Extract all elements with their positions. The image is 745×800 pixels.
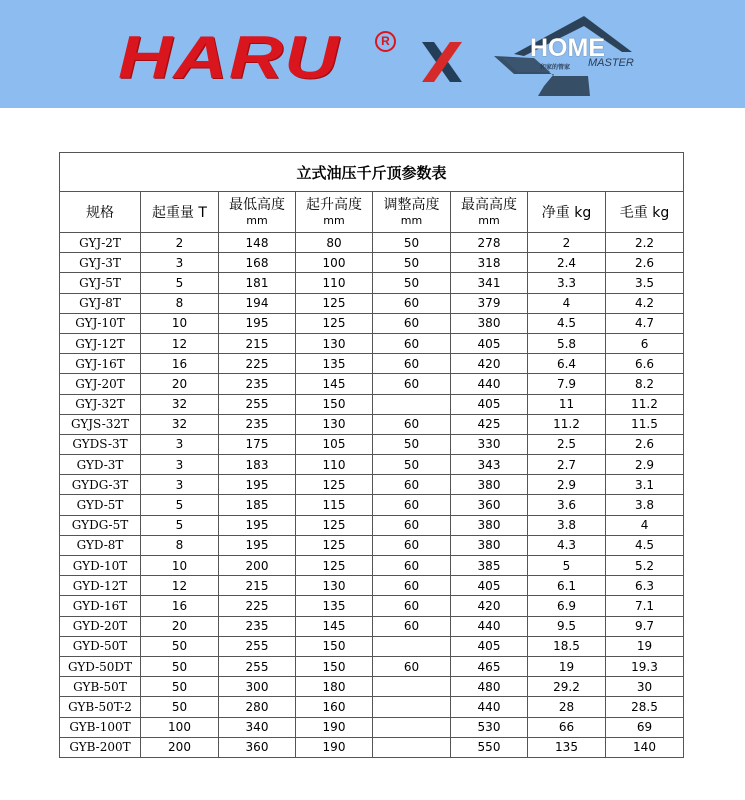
value-cell: 6.1 — [528, 576, 606, 596]
value-cell: 125 — [296, 535, 373, 555]
value-cell — [373, 677, 451, 697]
table-row — [60, 374, 684, 394]
value-cell: 11 — [528, 394, 606, 414]
value-cell: 3 — [141, 455, 219, 475]
value-cell: 60 — [373, 656, 451, 676]
home-logo-chinese-text: 和家的管家 — [540, 65, 571, 71]
value-cell: 3.1 — [606, 475, 684, 495]
value-cell: 5 — [528, 556, 606, 576]
value-cell: 110 — [296, 455, 373, 475]
value-cell: 10 — [141, 556, 219, 576]
table-row — [60, 233, 684, 253]
column-header — [296, 192, 373, 233]
value-cell: 125 — [296, 475, 373, 495]
model-cell: GYB-200T — [60, 737, 141, 757]
value-cell: 110 — [296, 273, 373, 293]
model-cell: GYJS-32T — [60, 414, 141, 434]
table-row — [60, 495, 684, 515]
table-title: 立式油压千斤顶参数表 — [60, 153, 684, 192]
value-cell: 28 — [528, 697, 606, 717]
value-cell: 300 — [219, 677, 296, 697]
value-cell: 11.2 — [528, 414, 606, 434]
value-cell: 215 — [219, 333, 296, 353]
value-cell: 5 — [141, 495, 219, 515]
header-banner — [0, 0, 745, 108]
value-cell: 60 — [373, 535, 451, 555]
value-cell: 3.5 — [606, 273, 684, 293]
value-cell: 125 — [296, 556, 373, 576]
value-cell: 4.7 — [606, 313, 684, 333]
value-cell: 4.5 — [528, 313, 606, 333]
value-cell: 379 — [451, 293, 528, 313]
value-cell: 130 — [296, 576, 373, 596]
value-cell: 145 — [296, 616, 373, 636]
value-cell: 425 — [451, 414, 528, 434]
value-cell: 60 — [373, 414, 451, 434]
spec-table — [59, 152, 684, 758]
value-cell: 6.3 — [606, 576, 684, 596]
value-cell: 360 — [219, 737, 296, 757]
value-cell: 185 — [219, 495, 296, 515]
value-cell: 6.6 — [606, 354, 684, 374]
value-cell: 480 — [451, 677, 528, 697]
value-cell: 4 — [606, 515, 684, 535]
value-cell: 20 — [141, 374, 219, 394]
value-cell: 2.9 — [606, 455, 684, 475]
value-cell: 405 — [451, 394, 528, 414]
model-cell: GYJ-3T — [60, 253, 141, 273]
value-cell: 465 — [451, 656, 528, 676]
value-cell: 440 — [451, 616, 528, 636]
value-cell: 6.4 — [528, 354, 606, 374]
value-cell: 255 — [219, 636, 296, 656]
table-row — [60, 576, 684, 596]
column-header-unit: mm — [323, 214, 345, 227]
value-cell: 8.2 — [606, 374, 684, 394]
model-cell: GYD-5T — [60, 495, 141, 515]
value-cell: 150 — [296, 656, 373, 676]
column-header-label: 调整高度 — [383, 197, 440, 213]
value-cell: 4 — [528, 293, 606, 313]
value-cell: 150 — [296, 394, 373, 414]
value-cell: 12 — [141, 576, 219, 596]
value-cell: 200 — [141, 737, 219, 757]
value-cell: 50 — [141, 636, 219, 656]
value-cell: 3.3 — [528, 273, 606, 293]
collaboration-x-icon — [420, 40, 464, 84]
value-cell: 29.2 — [528, 677, 606, 697]
column-header — [606, 192, 684, 233]
model-cell: GYDS-3T — [60, 434, 141, 454]
table-row — [60, 656, 684, 676]
value-cell: 130 — [296, 414, 373, 434]
value-cell: 145 — [296, 374, 373, 394]
value-cell: 16 — [141, 354, 219, 374]
value-cell: 2.9 — [528, 475, 606, 495]
value-cell — [373, 697, 451, 717]
value-cell: 7.1 — [606, 596, 684, 616]
model-cell: GYD-20T — [60, 616, 141, 636]
value-cell: 60 — [373, 333, 451, 353]
table-row — [60, 596, 684, 616]
column-header-label: 起重量 T — [151, 205, 207, 221]
value-cell: 190 — [296, 737, 373, 757]
value-cell: 2.6 — [606, 434, 684, 454]
value-cell: 100 — [296, 253, 373, 273]
column-header — [60, 192, 141, 233]
value-cell: 2.5 — [528, 434, 606, 454]
model-cell: GYD-50DT — [60, 656, 141, 676]
column-header-label: 最高高度 — [461, 197, 517, 213]
value-cell: 135 — [296, 596, 373, 616]
value-cell: 50 — [373, 434, 451, 454]
value-cell: 7.9 — [528, 374, 606, 394]
value-cell: 50 — [373, 253, 451, 273]
column-header — [373, 192, 451, 233]
table-row — [60, 253, 684, 273]
table-row — [60, 717, 684, 737]
value-cell: 125 — [296, 515, 373, 535]
table-row — [60, 293, 684, 313]
value-cell: 255 — [219, 394, 296, 414]
home-logo-text: HOME — [530, 34, 605, 62]
value-cell: 32 — [141, 394, 219, 414]
table-row — [60, 354, 684, 374]
value-cell: 2.6 — [606, 253, 684, 273]
value-cell: 405 — [451, 333, 528, 353]
value-cell: 405 — [451, 636, 528, 656]
value-cell: 100 — [141, 717, 219, 737]
value-cell: 140 — [606, 737, 684, 757]
table-row — [60, 273, 684, 293]
value-cell: 330 — [451, 434, 528, 454]
table-row — [60, 636, 684, 656]
value-cell: 115 — [296, 495, 373, 515]
column-header — [451, 192, 528, 233]
value-cell: 50 — [141, 697, 219, 717]
column-header-label: 最低高度 — [229, 197, 285, 213]
model-cell: GYJ-12T — [60, 333, 141, 353]
value-cell: 195 — [219, 475, 296, 495]
value-cell: 180 — [296, 677, 373, 697]
value-cell: 8 — [141, 293, 219, 313]
value-cell: 105 — [296, 434, 373, 454]
value-cell: 5 — [141, 515, 219, 535]
model-cell: GYJ-2T — [60, 233, 141, 253]
value-cell: 195 — [219, 313, 296, 333]
value-cell: 20 — [141, 616, 219, 636]
value-cell: 66 — [528, 717, 606, 737]
value-cell: 60 — [373, 374, 451, 394]
value-cell — [373, 394, 451, 414]
value-cell: 380 — [451, 475, 528, 495]
value-cell: 380 — [451, 515, 528, 535]
value-cell: 194 — [219, 293, 296, 313]
value-cell: 9.5 — [528, 616, 606, 636]
value-cell: 5.2 — [606, 556, 684, 576]
column-header-unit: mm — [478, 214, 500, 227]
value-cell: 50 — [373, 273, 451, 293]
model-cell: GYDG-3T — [60, 475, 141, 495]
value-cell: 4.2 — [606, 293, 684, 313]
model-cell: GYJ-32T — [60, 394, 141, 414]
value-cell: 195 — [219, 535, 296, 555]
column-header-label: 净重 kg — [541, 205, 592, 221]
table-row — [60, 556, 684, 576]
value-cell: 175 — [219, 434, 296, 454]
model-cell: GYJ-16T — [60, 354, 141, 374]
value-cell: 190 — [296, 717, 373, 737]
column-header-label: 起升高度 — [306, 197, 362, 213]
value-cell: 168 — [219, 253, 296, 273]
value-cell: 255 — [219, 656, 296, 676]
value-cell: 360 — [451, 495, 528, 515]
value-cell: 340 — [219, 717, 296, 737]
table-row — [60, 313, 684, 333]
value-cell: 440 — [451, 697, 528, 717]
value-cell: 60 — [373, 556, 451, 576]
value-cell: 278 — [451, 233, 528, 253]
table-row — [60, 535, 684, 555]
value-cell: 19.3 — [606, 656, 684, 676]
model-cell: GYJ-20T — [60, 374, 141, 394]
value-cell: 2.4 — [528, 253, 606, 273]
table-row — [60, 394, 684, 414]
value-cell: 9.7 — [606, 616, 684, 636]
value-cell: 148 — [219, 233, 296, 253]
value-cell: 10 — [141, 313, 219, 333]
table-row — [60, 616, 684, 636]
column-header — [528, 192, 606, 233]
column-header-unit: mm — [400, 214, 423, 227]
table-row — [60, 737, 684, 757]
model-cell: GYB-50T-2 — [60, 697, 141, 717]
value-cell: 50 — [373, 233, 451, 253]
model-cell: GYD-10T — [60, 556, 141, 576]
table-row — [60, 475, 684, 495]
value-cell: 3.6 — [528, 495, 606, 515]
value-cell: 195 — [219, 515, 296, 535]
model-cell: GYD-50T — [60, 636, 141, 656]
table-row — [60, 455, 684, 475]
value-cell: 440 — [451, 374, 528, 394]
value-cell: 32 — [141, 414, 219, 434]
model-cell: GYJ-10T — [60, 313, 141, 333]
value-cell: 550 — [451, 737, 528, 757]
table-row — [60, 434, 684, 454]
value-cell: 28.5 — [606, 697, 684, 717]
value-cell — [373, 717, 451, 737]
value-cell: 183 — [219, 455, 296, 475]
value-cell: 280 — [219, 697, 296, 717]
value-cell: 405 — [451, 576, 528, 596]
value-cell: 420 — [451, 354, 528, 374]
model-cell: GYD-8T — [60, 535, 141, 555]
value-cell: 150 — [296, 636, 373, 656]
table-row — [60, 697, 684, 717]
value-cell: 19 — [528, 656, 606, 676]
column-header — [219, 192, 296, 233]
value-cell: 530 — [451, 717, 528, 737]
value-cell: 60 — [373, 293, 451, 313]
value-cell: 50 — [141, 656, 219, 676]
value-cell: 16 — [141, 596, 219, 616]
value-cell: 4.5 — [606, 535, 684, 555]
value-cell: 135 — [528, 737, 606, 757]
value-cell: 200 — [219, 556, 296, 576]
column-header-unit: mm — [246, 214, 268, 227]
value-cell: 60 — [373, 495, 451, 515]
master-logo-text: MASTER — [588, 57, 634, 69]
model-cell: GYB-100T — [60, 717, 141, 737]
value-cell: 235 — [219, 374, 296, 394]
model-cell: GYB-50T — [60, 677, 141, 697]
value-cell: 19 — [606, 636, 684, 656]
value-cell: 181 — [219, 273, 296, 293]
value-cell: 341 — [451, 273, 528, 293]
table-body — [60, 233, 684, 758]
value-cell: 69 — [606, 717, 684, 737]
value-cell: 60 — [373, 515, 451, 535]
value-cell: 235 — [219, 616, 296, 636]
value-cell: 80 — [296, 233, 373, 253]
value-cell: 215 — [219, 576, 296, 596]
value-cell: 11.5 — [606, 414, 684, 434]
value-cell: 3 — [141, 253, 219, 273]
value-cell: 380 — [451, 313, 528, 333]
value-cell — [373, 636, 451, 656]
column-header-label: 规格 — [86, 205, 114, 221]
value-cell: 60 — [373, 616, 451, 636]
value-cell: 3.8 — [606, 495, 684, 515]
column-header-label: 毛重 kg — [619, 205, 670, 221]
value-cell: 5.8 — [528, 333, 606, 353]
value-cell: 2.2 — [606, 233, 684, 253]
value-cell: 385 — [451, 556, 528, 576]
value-cell: 225 — [219, 354, 296, 374]
value-cell: 2.7 — [528, 455, 606, 475]
value-cell: 50 — [373, 455, 451, 475]
table-row — [60, 677, 684, 697]
value-cell: 2 — [528, 233, 606, 253]
value-cell: 3.8 — [528, 515, 606, 535]
table-header-row — [60, 192, 684, 233]
value-cell: 125 — [296, 293, 373, 313]
model-cell: GYDG-5T — [60, 515, 141, 535]
haru-logo-text: HARU — [118, 24, 340, 91]
value-cell: 235 — [219, 414, 296, 434]
value-cell: 18.5 — [528, 636, 606, 656]
value-cell: 3 — [141, 434, 219, 454]
model-cell: GYD-12T — [60, 576, 141, 596]
model-cell: GYJ-8T — [60, 293, 141, 313]
model-cell: GYJ-5T — [60, 273, 141, 293]
value-cell: 420 — [451, 596, 528, 616]
registered-mark-icon: R — [375, 31, 396, 52]
value-cell: 125 — [296, 313, 373, 333]
table-row — [60, 414, 684, 434]
value-cell: 130 — [296, 333, 373, 353]
value-cell: 225 — [219, 596, 296, 616]
value-cell: 4.3 — [528, 535, 606, 555]
table-row — [60, 333, 684, 353]
value-cell: 343 — [451, 455, 528, 475]
value-cell — [373, 737, 451, 757]
value-cell: 6.9 — [528, 596, 606, 616]
value-cell: 380 — [451, 535, 528, 555]
value-cell: 60 — [373, 313, 451, 333]
value-cell: 2 — [141, 233, 219, 253]
value-cell: 5 — [141, 273, 219, 293]
value-cell: 30 — [606, 677, 684, 697]
value-cell: 50 — [141, 677, 219, 697]
table-row — [60, 515, 684, 535]
haru-logo — [118, 24, 340, 91]
value-cell: 3 — [141, 475, 219, 495]
value-cell: 60 — [373, 576, 451, 596]
value-cell: 12 — [141, 333, 219, 353]
value-cell: 60 — [373, 475, 451, 495]
value-cell: 318 — [451, 253, 528, 273]
value-cell: 11.2 — [606, 394, 684, 414]
value-cell: 160 — [296, 697, 373, 717]
value-cell: 6 — [606, 333, 684, 353]
value-cell: 8 — [141, 535, 219, 555]
model-cell: GYD-16T — [60, 596, 141, 616]
value-cell: 60 — [373, 354, 451, 374]
column-header — [141, 192, 219, 233]
model-cell: GYD-3T — [60, 455, 141, 475]
value-cell: 135 — [296, 354, 373, 374]
value-cell: 60 — [373, 596, 451, 616]
